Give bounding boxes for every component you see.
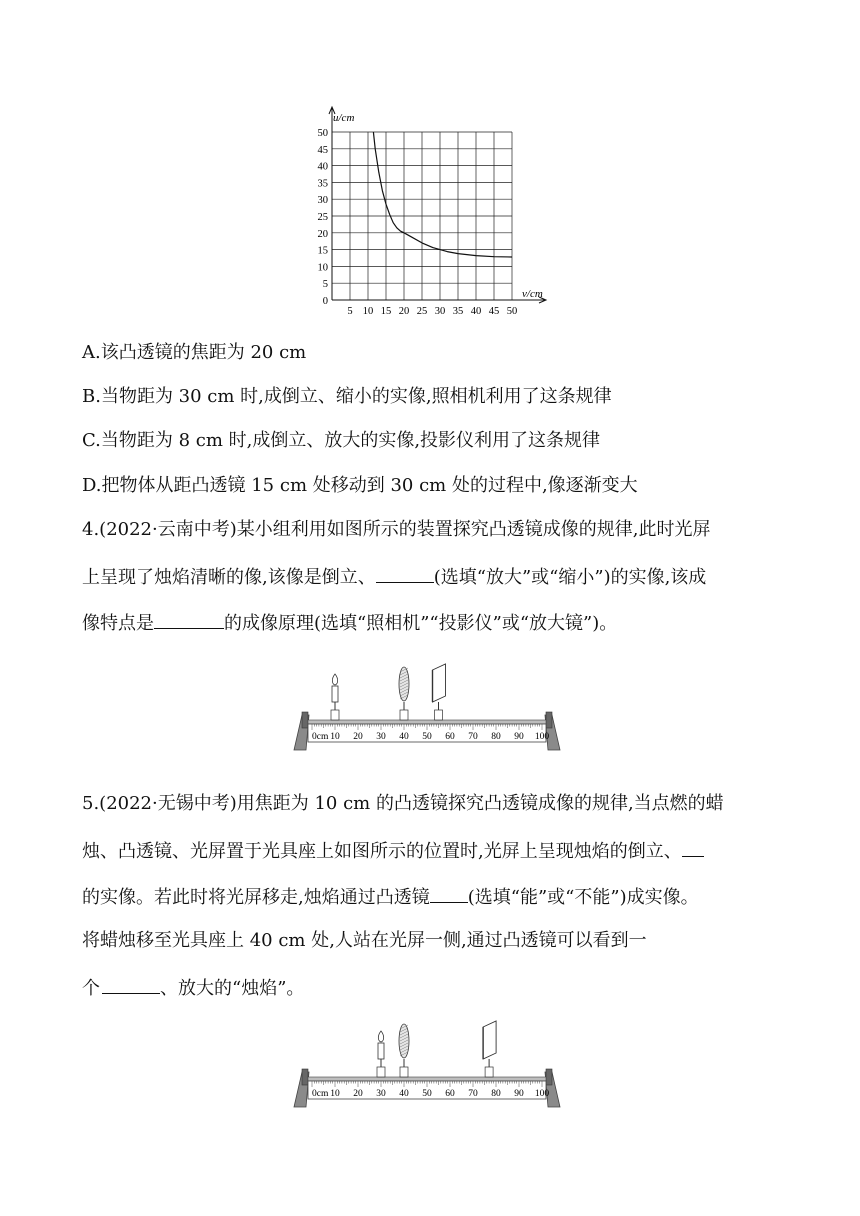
light-screen — [483, 1021, 496, 1059]
bench-rail — [308, 1077, 546, 1081]
q5-answer-blank-3[interactable] — [102, 975, 160, 994]
y-tick-label: 20 — [317, 228, 328, 240]
light-screen — [433, 664, 446, 702]
scale-label: 80 — [491, 732, 501, 742]
u-v-graph — [300, 100, 560, 325]
left-end-post — [302, 712, 308, 728]
right-end-post — [546, 712, 552, 728]
x-tick-label: 5 — [347, 306, 353, 317]
y-tick-label: 10 — [317, 262, 328, 274]
q5-line-2-text: 烛、凸透镜、光屏置于光具座上如图所示的位置时,光屏上呈现烛焰的倒立、 — [82, 841, 682, 862]
x-tick-label: 40 — [470, 306, 482, 317]
candle-body — [332, 686, 338, 702]
q4-line-3 — [82, 610, 617, 636]
optical-bench-figure-q4 — [290, 660, 570, 755]
q4-line-2-end: (选填“放大”或“缩小”)的实像,该成 — [433, 567, 707, 588]
x-tick-label: 25 — [416, 306, 428, 317]
optical-bench-figure-q5 — [290, 1017, 570, 1117]
scale-label: 10 — [330, 1089, 340, 1099]
graph-curve-layer — [373, 132, 512, 257]
x-axis-label: v/cm — [522, 288, 543, 300]
graph-grid — [332, 132, 512, 300]
scale-label: 10 — [330, 732, 340, 742]
screen-holder — [485, 1067, 493, 1077]
q4-line-3-end: 的成像原理(选填“照相机”“投影仪”或“放大镜”)。 — [224, 613, 618, 634]
graph-tick-labels — [318, 128, 518, 317]
scale-label: 50 — [422, 1089, 432, 1099]
y-tick-label: 50 — [317, 128, 328, 139]
option-b: B.当物距为 30 cm 时,成倒立、缩小的实像,照相机利用了这条规律 — [82, 386, 612, 407]
q5-line-5-start: 个 — [82, 978, 100, 999]
lens-holder — [400, 710, 408, 720]
y-tick-label: 45 — [317, 144, 328, 156]
x-tick-label: 50 — [506, 306, 518, 317]
candle-flame — [378, 1031, 383, 1042]
x-tick-label: 30 — [434, 306, 446, 317]
q5-line-3-end: (选填“能”或“不能”)成实像。 — [467, 887, 699, 908]
lens-holder — [400, 1067, 408, 1077]
y-tick-label: 5 — [322, 279, 328, 291]
scale-label: 30 — [376, 732, 386, 742]
y-tick-label: 15 — [317, 245, 328, 257]
q5-answer-blank-1[interactable] — [682, 838, 704, 857]
data-curve — [373, 132, 512, 257]
y-tick-label: 35 — [317, 178, 328, 190]
scale-label: 60 — [445, 1089, 455, 1099]
scale-label: 90 — [514, 1089, 524, 1099]
left-end-post — [302, 1069, 308, 1085]
scale-label: 0cm — [312, 732, 329, 742]
candle-holder — [377, 1067, 385, 1077]
q4-line-1: 4.(2022·云南中考)某小组利用如图所示的装置探究凸透镜成像的规律,此时光屏 — [82, 519, 711, 540]
screen-holder — [435, 710, 443, 720]
option-c: C.当物距为 8 cm 时,成倒立、放大的实像,投影仪利用了这条规律 — [82, 430, 601, 451]
scale-label: 80 — [491, 1089, 501, 1099]
x-tick-label: 15 — [380, 306, 392, 317]
q4-line-3-start: 像特点是 — [82, 613, 154, 634]
candle-holder — [331, 710, 339, 720]
q5-line-2 — [82, 838, 704, 864]
scale-label: 60 — [445, 732, 455, 742]
q4-answer-blank-1[interactable] — [376, 564, 434, 583]
option-a: A.该凸透镜的焦距为 20 cm — [82, 342, 307, 363]
x-tick-label: 35 — [452, 306, 464, 317]
scale-label: 30 — [376, 1089, 386, 1099]
x-tick-label: 10 — [362, 306, 374, 317]
scale-label: 20 — [353, 732, 363, 742]
bench-base — [294, 1069, 560, 1107]
y-tick-label: 30 — [317, 195, 328, 207]
scale-label: 70 — [468, 732, 478, 742]
scale-label: 70 — [468, 1089, 478, 1099]
q4-line-2-start: 上呈现了烛焰清晰的像,该像是倒立、 — [82, 567, 376, 588]
scale-label: 40 — [399, 1089, 409, 1099]
x-tick-label: 20 — [398, 306, 410, 317]
scale-label: 90 — [514, 732, 524, 742]
y-tick-label: 40 — [317, 161, 328, 173]
q5-line-5 — [82, 975, 304, 1001]
q4-line-2 — [82, 564, 706, 590]
q5-answer-blank-2[interactable] — [430, 884, 468, 903]
y-tick-label: 25 — [317, 212, 328, 223]
scale-label: 20 — [353, 1089, 363, 1099]
bench-rail — [308, 720, 546, 724]
scale-label: 100 — [534, 1089, 550, 1099]
candle-flame — [332, 674, 337, 685]
q5-line-1: 5.(2022·无锡中考)用焦距为 10 cm 的凸透镜探究凸透镜成像的规律,当点燃的蜡 — [82, 793, 724, 814]
q4-answer-blank-2[interactable] — [154, 610, 224, 629]
y-axis-label: u/cm — [333, 112, 355, 124]
q5-line-3 — [82, 884, 699, 910]
q5-line-5-end: 、放大的“烛焰”。 — [160, 978, 305, 999]
candle-body — [378, 1043, 384, 1059]
y-tick-label: 0 — [322, 296, 328, 307]
scale-label: 0cm — [312, 1089, 329, 1099]
scale-label: 50 — [422, 732, 432, 742]
right-end-post — [546, 1069, 552, 1085]
q5-line-3-start: 的实像。若此时将光屏移走,烛焰通过凸透镜 — [82, 887, 430, 908]
scale-label: 100 — [534, 732, 550, 742]
q5-line-4: 将蜡烛移至光具座上 40 cm 处,人站在光屏一侧,通过凸透镜可以看到一 — [82, 930, 647, 951]
option-d: D.把物体从距凸透镜 15 cm 处移动到 30 cm 处的过程中,像逐渐变大 — [82, 475, 638, 496]
scale-label: 40 — [399, 732, 409, 742]
x-tick-label: 45 — [488, 306, 500, 317]
